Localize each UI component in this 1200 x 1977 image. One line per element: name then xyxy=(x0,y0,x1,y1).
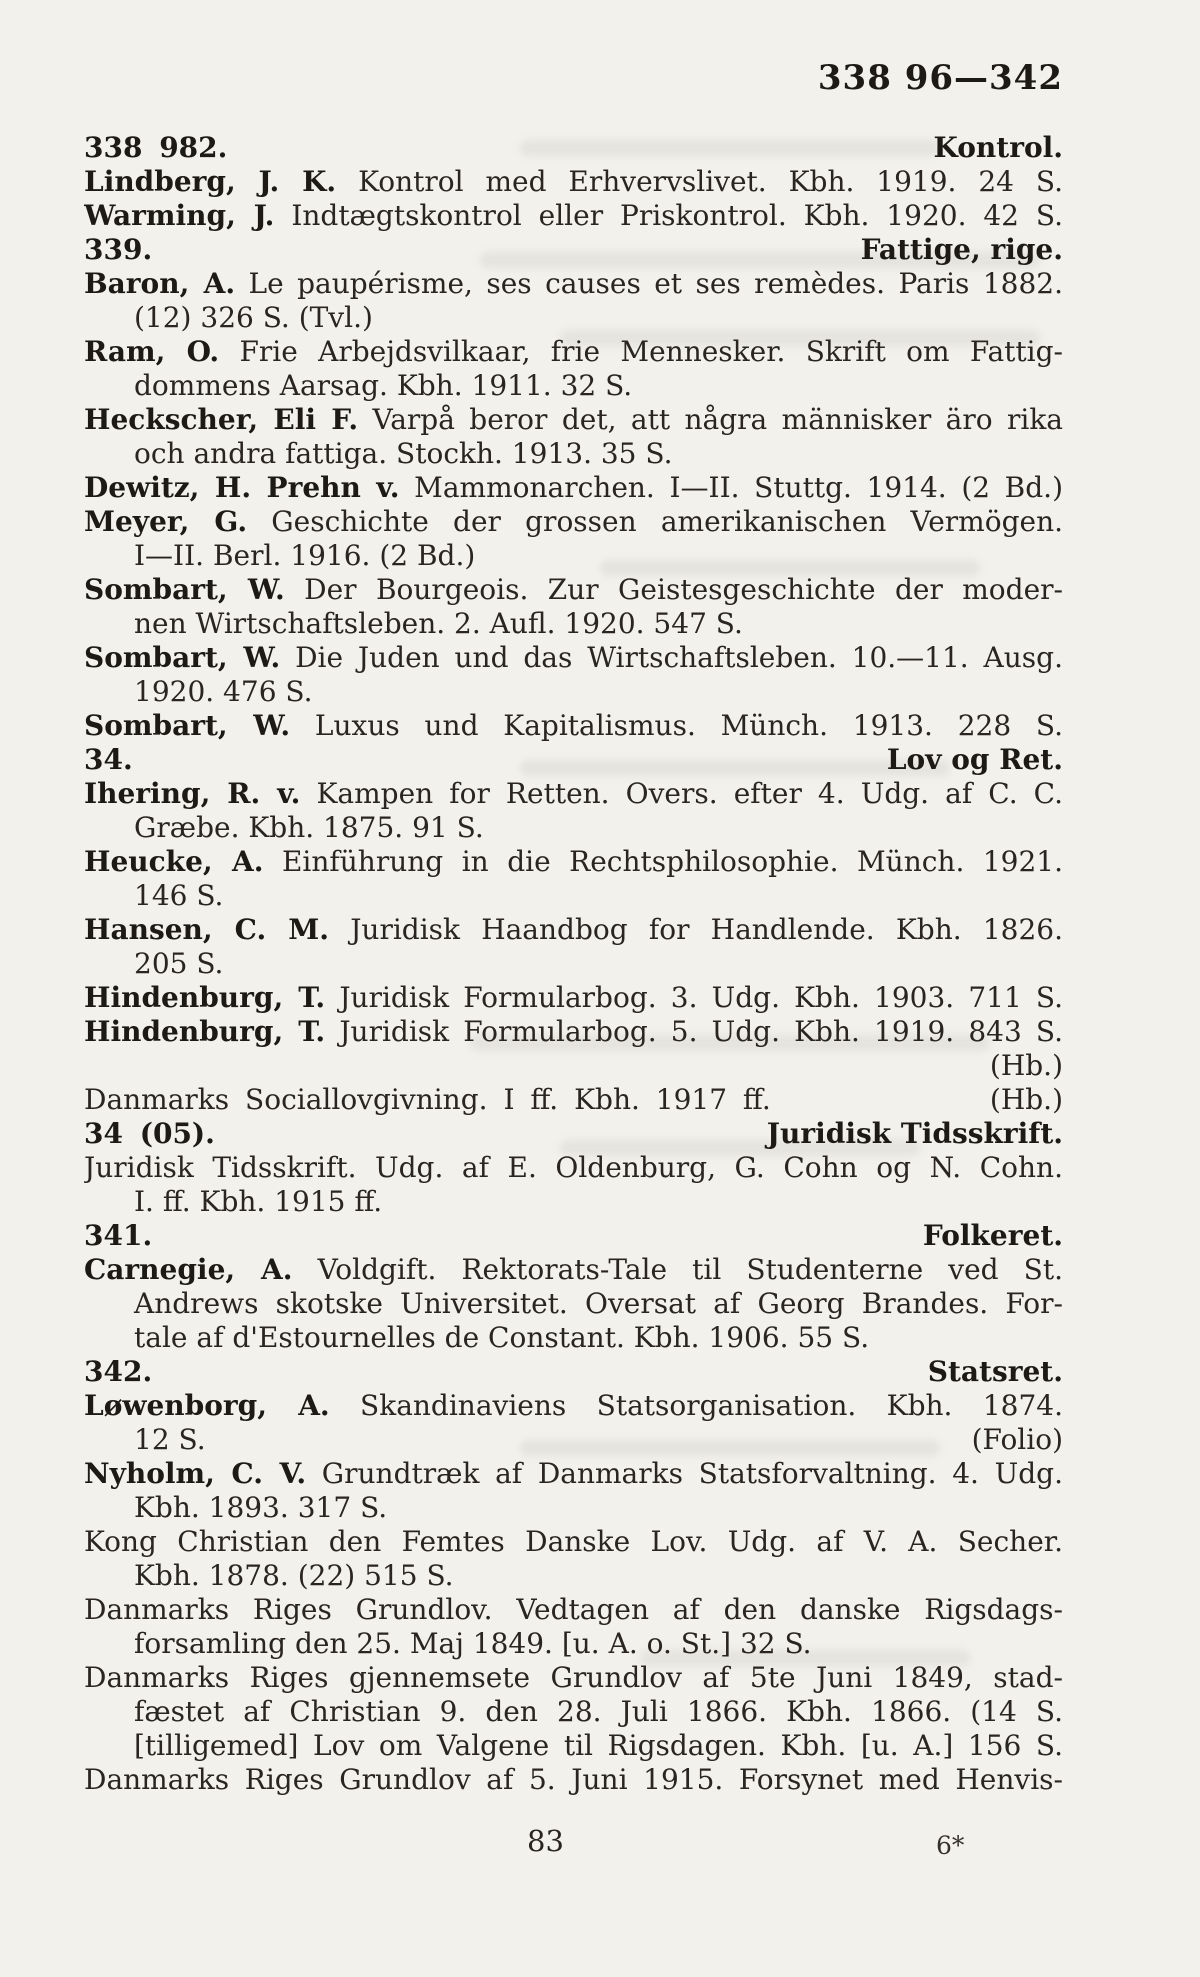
entry-continuation xyxy=(84,607,1063,641)
section-number: 338 982. xyxy=(84,131,228,164)
entry-text: 12 S. xyxy=(134,1423,206,1456)
entry-author: Hansen, C. M. xyxy=(84,913,329,946)
entry-continuation xyxy=(84,437,1063,471)
entry-line xyxy=(84,403,1063,437)
entry-line xyxy=(84,1661,1063,1695)
entry-continuation xyxy=(84,1695,1063,1729)
section-topic: Fattige, rige. xyxy=(860,233,1063,266)
entry-author: Heckscher, Eli F. xyxy=(84,403,359,436)
section-topic: Juridisk Tidsskrift. xyxy=(766,1117,1063,1150)
entry-line xyxy=(84,1593,1063,1627)
entry-continuation xyxy=(84,1627,1063,1661)
entry-continuation xyxy=(84,675,1063,709)
section-heading xyxy=(84,743,1063,777)
entry-text: Varpå beror det, att några människer äro rika xyxy=(358,403,1063,436)
page-number: 83 xyxy=(527,1824,564,1858)
entry-continuation xyxy=(84,1491,1063,1525)
entry-line xyxy=(84,981,1063,1015)
entry-text: Andrews skotske Universitet. Oversat af Georg Brandes. For- xyxy=(134,1287,1063,1320)
entry-text: och andra fattiga. Stockh. 1913. 35 S. xyxy=(134,437,673,470)
entry-line xyxy=(84,165,1063,199)
entry-text: (Hb.) xyxy=(989,1049,1063,1082)
entry-text: Kontrol med Erhvervslivet. Kbh. 1919. 24 S. xyxy=(336,165,1063,198)
entry-author: Meyer, G. xyxy=(84,505,248,538)
entry-continuation xyxy=(84,1729,1063,1763)
entry-author: Lindberg, J. K. xyxy=(84,165,337,198)
entry-text: dommens Aarsag. Kbh. 1911. 32 S. xyxy=(134,369,633,402)
section-heading xyxy=(84,1355,1063,1389)
entry-line xyxy=(84,913,1063,947)
entry-author: Sombart, W. xyxy=(84,709,291,742)
entry-text: forsamling den 25. Maj 1849. [u. A. o. St.] 32 S. xyxy=(134,1627,812,1660)
entry-text: Indtægtskontrol eller Priskontrol. Kbh. 1920. 42 S. xyxy=(274,199,1063,232)
entry-text: (12) 326 S. (Tvl.) xyxy=(134,301,373,334)
entry-line xyxy=(84,641,1063,675)
entry-author: Ram, O. xyxy=(84,335,220,368)
section-heading xyxy=(84,1117,1063,1151)
entry-line xyxy=(84,471,1063,505)
entry-text: Grundtræk af Danmarks Statsforvaltning. 4. Udg. xyxy=(306,1457,1063,1490)
entry-author: Sombart, W. xyxy=(84,641,281,674)
entry-author: Baron, A. xyxy=(84,267,236,300)
section-heading xyxy=(84,1219,1063,1253)
entry-text: nen Wirtschaftsleben. 2. Aufl. 1920. 547 S. xyxy=(134,607,743,640)
entry-text: Danmarks Riges gjennemsete Grundlov af 5te Juni 1849, stad- xyxy=(84,1661,1063,1694)
entry-text: Juridisk Formularbog. 3. Udg. Kbh. 1903. 711 S. xyxy=(325,981,1063,1014)
entry-line xyxy=(84,1457,1063,1491)
section-heading xyxy=(84,131,1063,165)
section-number: 342. xyxy=(84,1355,153,1388)
entry-text: Danmarks Riges Grundlov af 5. Juni 1915. Forsynet med Henvis- xyxy=(84,1763,1063,1796)
section-number: 341. xyxy=(84,1219,153,1252)
entry-text: Danmarks Sociallovgivning. I ff. Kbh. 1917 ff. xyxy=(84,1083,771,1116)
entry-line xyxy=(84,1015,1063,1049)
entry-author: Sombart, W. xyxy=(84,573,285,606)
entry-continuation xyxy=(84,1185,1063,1219)
entry-text: Kbh. 1893. 317 S. xyxy=(134,1491,388,1524)
entry-author: Ihering, R. v. xyxy=(84,777,301,810)
section-number: 34. xyxy=(84,743,133,776)
entry-text: Frie Arbejdsvilkaar, frie Mennesker. Skrift om Fattig- xyxy=(219,335,1063,368)
entry-text: Geschichte der grossen amerikanischen Vermögen. xyxy=(247,505,1063,538)
entry-text: Mammonarchen. I—II. Stuttg. 1914. (2 Bd.) xyxy=(399,471,1063,504)
entry-line xyxy=(84,1151,1063,1185)
catalog-body xyxy=(84,131,1063,1797)
entry-continuation xyxy=(84,947,1063,981)
entry-line xyxy=(84,709,1063,743)
section-number: 339. xyxy=(84,233,153,266)
entry-text: tale af d'Estournelles de Constant. Kbh. 1906. 55 S. xyxy=(134,1321,870,1354)
entry-author: Hindenburg, T. xyxy=(84,1015,326,1048)
running-head: 338 96—342 xyxy=(817,58,1063,98)
entry-text: Juridisk Tidsskrift. Udg. af E. Oldenburg, G. Cohn og N. Cohn. xyxy=(84,1151,1063,1184)
entry-text: Die Juden und das Wirtschaftsleben. 10.—11. Ausg. xyxy=(280,641,1063,674)
entry-line xyxy=(84,1525,1063,1559)
entry-continuation xyxy=(84,301,1063,335)
entry-line xyxy=(84,1253,1063,1287)
entry-text: Juridisk Haandbog for Handlende. Kbh. 1826. xyxy=(329,913,1063,946)
entry-text: [tilligemed] Lov om Valgene til Rigsdagen. Kbh. [u. A.] 156 S. xyxy=(134,1729,1063,1762)
entry-format-note: (Folio) xyxy=(971,1423,1063,1456)
section-topic: Folkeret. xyxy=(922,1219,1063,1252)
entry-continuation xyxy=(84,879,1063,913)
entry-continuation xyxy=(84,539,1063,573)
section-topic: Lov og Ret. xyxy=(886,743,1063,776)
section-topic: Statsret. xyxy=(927,1355,1063,1388)
entry-text: 205 S. xyxy=(134,947,224,980)
entry-author: Heucke, A. xyxy=(84,845,264,878)
section-topic: Kontrol. xyxy=(933,131,1063,164)
entry-author: Løwenborg, A. xyxy=(84,1389,330,1422)
entry-continuation xyxy=(84,369,1063,403)
entry-author: Carnegie, A. xyxy=(84,1253,293,1286)
entry-continuation xyxy=(84,1287,1063,1321)
entry-text: Einführung in die Rechtsphilosophie. Münch. 1921. xyxy=(263,845,1063,878)
entry-line xyxy=(84,267,1063,301)
entry-author: Hindenburg, T. xyxy=(84,981,326,1014)
entry-text: I. ff. Kbh. 1915 ff. xyxy=(134,1185,383,1218)
entry-text: Kampen for Retten. Overs. efter 4. Udg. af C. C. xyxy=(300,777,1063,810)
entry-line xyxy=(84,573,1063,607)
entry-continuation xyxy=(84,811,1063,845)
entry-text: I—II. Berl. 1916. (2 Bd.) xyxy=(134,539,476,572)
entry-text: fæstet af Christian 9. den 28. Juli 1866. Kbh. 1866. (14 S. xyxy=(134,1695,1063,1728)
entry-text: Luxus und Kapitalismus. Münch. 1913. 228 S. xyxy=(290,709,1063,742)
entry-line xyxy=(84,335,1063,369)
entry-text: Græbe. Kbh. 1875. 91 S. xyxy=(134,811,484,844)
signature-mark: 6* xyxy=(936,1831,965,1860)
entry-text: Danmarks Riges Grundlov. Vedtagen af den danske Rigsdags- xyxy=(84,1593,1063,1626)
entry-text: Skandinaviens Statsorganisation. Kbh. 1874. xyxy=(329,1389,1063,1422)
entry-line xyxy=(84,199,1063,233)
section-heading xyxy=(84,233,1063,267)
entry-author: Warming, J. xyxy=(84,199,275,232)
entry-author: Nyholm, C. V. xyxy=(84,1457,307,1490)
entry-line xyxy=(84,1083,1063,1117)
entry-text: Juridisk Formularbog. 5. Udg. Kbh. 1919. 843 S. xyxy=(325,1015,1063,1048)
entry-text: 146 S. xyxy=(134,879,224,912)
entry-continuation xyxy=(84,1321,1063,1355)
entry-line xyxy=(84,505,1063,539)
entry-text: Kbh. 1878. (22) 515 S. xyxy=(134,1559,454,1592)
entry-line xyxy=(84,1763,1063,1797)
entry-binding-note: (Hb.) xyxy=(989,1083,1063,1116)
entry-continuation xyxy=(84,1423,1063,1457)
entry-line xyxy=(84,777,1063,811)
entry-line xyxy=(84,1389,1063,1423)
entry-text: Kong Christian den Femtes Danske Lov. Udg. af V. A. Secher. xyxy=(84,1525,1063,1558)
entry-text: Le paupérisme, ses causes et ses remèdes. Paris 1882. xyxy=(235,267,1063,300)
entry-text: Der Bourgeois. Zur Geistesgeschichte der moder- xyxy=(284,573,1063,606)
entry-binding-note xyxy=(84,1049,1063,1083)
entry-text: 1920. 476 S. xyxy=(134,675,313,708)
entry-author: Dewitz, H. Prehn v. xyxy=(84,471,400,504)
entry-continuation xyxy=(84,1559,1063,1593)
section-number: 34 (05). xyxy=(84,1117,215,1150)
entry-text: Voldgift. Rektorats-Tale til Studenterne ved St. xyxy=(292,1253,1063,1286)
entry-line xyxy=(84,845,1063,879)
